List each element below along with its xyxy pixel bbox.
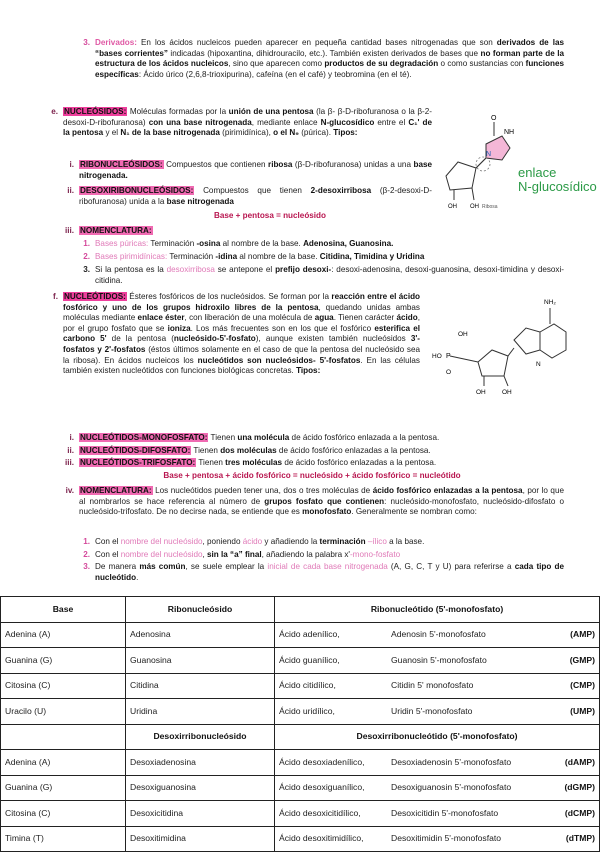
nucleotide-table [0, 596, 600, 852]
acid-name: Ácido desoxiguanílico, [279, 782, 365, 793]
table-row [1, 699, 600, 725]
table-header-cell [1, 724, 126, 750]
acid-name: Ácido desoxicitidílico, [279, 807, 361, 818]
monofosfato-name: Guanosin 5'-monofosfato [391, 654, 487, 665]
nucleotide-cell [275, 750, 600, 776]
nomenclatura-nucleotidos-items [76, 537, 564, 583]
nomenclatura-item-2: 2. Bases pirimidínicas: Terminación -idina al nombre de la base. Citidina, Timidina y Uridina [83, 252, 425, 261]
nucleotidos-heading: NUCLEÓTIDOS: [64, 292, 126, 301]
nucleotido-types-list [60, 433, 564, 469]
acid-name: Ácido uridílico, [279, 705, 335, 716]
table-header-cell: Desoxirribonucleótido (5'-monofosfato) [275, 724, 600, 750]
abbreviation: (AMP) [570, 629, 595, 640]
table-header-cell: Ribonucleósido [126, 597, 275, 623]
base-cell: Uracilo (U) [1, 699, 126, 725]
nucleotide-cell [275, 673, 600, 699]
nucleotide-cell [275, 622, 600, 648]
ribose-ring [446, 162, 476, 190]
abbreviation: (dGMP) [564, 782, 595, 793]
nomenclatura-item-3: 3. Si la pentosa es la desoxirribosa se antepone el prefijo desoxi-: desoxi-adenosina, desoxi-guanosina, desoxi-timidina y desoxi-citidina. [83, 265, 565, 285]
nucleosido-formula: Base + pentosa = nucleósido [214, 211, 326, 220]
table-row [1, 673, 600, 699]
base-cell: Adenina (A) [1, 622, 126, 648]
acid-name: Ácido citidílico, [279, 680, 336, 691]
derivados-label: Derivados: [95, 38, 137, 47]
table-header-row [1, 597, 600, 623]
monofosfato-name: Desoxiadenosin 5'-monofosfato [391, 756, 512, 767]
monofosfato-name: Desoxicitidin 5'-monofosfato [391, 807, 499, 818]
table-row [1, 750, 600, 776]
table-header-cell: Desoxirribonucleósido [126, 724, 275, 750]
base-cell: Guanina (G) [1, 648, 126, 674]
svg-text:OH: OH [502, 389, 512, 396]
list-item: 1. Con el nombre del nucleósido, poniendo ácido y añadiendo la terminación –ílico a la base. [83, 537, 425, 546]
svg-text:OH: OH [470, 204, 479, 210]
nucleotide-cell [275, 775, 600, 801]
glycosidic-bond-circle [476, 157, 490, 171]
svg-text:Ribosa: Ribosa [482, 204, 498, 210]
abbreviation: (dTMP) [565, 833, 595, 844]
nucleoside-cell: Desoxicitidina [126, 801, 275, 827]
svg-text:O: O [446, 369, 452, 376]
nomenclatura-item-1: 1. Bases púricas: Terminación -osina al nombre de la base. Adenosina, Guanosina. [83, 239, 394, 248]
deoxyribose-ring [478, 350, 508, 376]
acid-name: Ácido adenílico, [279, 629, 340, 640]
abbreviation: (dCMP) [564, 807, 595, 818]
desoxirribonucleosidos-item: ii. DESOXIRIBONUCLEÓSIDOS: Compuestos que tienen 2-desoxirribosa (β-2-desoxi-D-ribofuranosa) unida a la base nitrogenada [67, 186, 432, 206]
nucleoside-cell: Desoxiadenosina [126, 750, 275, 776]
nucleotidos-paragraph-a: f. NUCLEÓTIDOS: Ésteres fosfóricos de los nucleósidos. Se forman por la reacción entre el ácido fosfórico y uno de los grupos hidroxilo libres de la pentosa, quedando unidas ambas moléculas mediante enlace éster, con liberación de una molécula de agua. Tienen carácter ácido, por el grupo fosfato que se ioniza. Los más frecuentes son en los que el fosfórico esterifica el carbono 5' de la pentosa (nucleósido-5'-fosfato), aunque existen también nucleósidos 3'-fosfatos y 2'-fosfatos (éstos últimos solamente en el caso de que la pentosa del nucleósido sea la ribosa). En ácidos nucleicos los nucleótidos son nucleósidos- 5'-fosfatos. En las células también existen nucleótidos con funciones biológicas concretas. Tipos: [53, 292, 421, 376]
table-row [1, 622, 600, 648]
table-header-cell: Base [1, 597, 126, 623]
purine-ring [514, 328, 540, 354]
nucleotido-formula: Base + pentosa + ácido fosfórico = nucleósido + ácido fosfórico = nucleótido [163, 471, 461, 480]
derivados-paragraph: 3. Derivados: En los ácidos nucleicos pueden aparecer en pequeña cantidad bases nitrogenadas que son derivados de las “bases corrientes” indicadas (hipoxantina, dihidrouracilo, etc.). También existen derivados de bases que no forman parte de la estructura de los ácidos nucleicos, sino que aparecen como productos de su degradación o como sustancias con funciones específicas: Ácido úrico (2,6,8-trioxipurina), cafeína (en el café) y teobromina (en el té). [76, 38, 564, 80]
abbreviation: (CMP) [570, 680, 595, 691]
base-cell: Guanina (G) [1, 775, 126, 801]
nomenclatura-label: NOMENCLATURA: [80, 226, 152, 235]
svg-text:OH: OH [476, 389, 486, 396]
nucleotide-cell [275, 801, 600, 827]
svg-text:NH: NH [504, 129, 515, 136]
nucleoside-cell: Adenosina [126, 622, 275, 648]
list-item: 2. Con el nombre del nucleósido, sin la “a” final, añadiendo la palabra x'-mono-fosfato [83, 549, 401, 559]
svg-text:NH₂: NH₂ [544, 299, 556, 306]
monofosfato-name: Desoxitimidin 5'-monofosfato [391, 833, 502, 844]
nucleoside-cell: Desoxitimidina [126, 826, 275, 852]
svg-text:OH: OH [458, 331, 468, 338]
list-marker: e. [51, 107, 58, 116]
nucleotide-structure-figure [428, 288, 568, 398]
nomenclatura-nucleotidos: iv. NOMENCLATURA: Los nucleótidos pueden tener una, dos o tres moléculas de ácido fosfórico enlazadas a la pentosa, por lo que al nombrarlos se hace referencia al número de grupos fosfato que contienen: nucleósido-monofosfato, nucleósido-difosfato o nucleósido-trifosfato. De no decirse nada, se entiende que es monofosfato. Generalmente se nombran como: [65, 486, 565, 517]
acid-name: Ácido desoxitimidílico, [279, 833, 364, 844]
table-row [1, 775, 600, 801]
nucleotide-cell [275, 699, 600, 725]
list-marker: 3. [83, 38, 90, 47]
table-header-cell: Ribonucleótido (5'-monofosfato) [275, 597, 600, 623]
enlace-caption: enlace N-glucosídico [518, 165, 597, 194]
nucleoside-structure-figure [434, 104, 562, 212]
ribonucleosidos-label: RIBONUCLEÓSIDOS: [80, 160, 163, 169]
svg-text:N: N [486, 151, 492, 158]
monofosfato-name: Desoxiguanosin 5'-monofosfato [391, 782, 512, 793]
monofosfato-name: Citidin 5' monofosfato [391, 680, 474, 691]
base-cell: Citosina (C) [1, 801, 126, 827]
abbreviation: (dAMP) [564, 756, 595, 767]
desoxirribonucleosidos-label: DESOXIRIBONUCLEÓSIDOS: [80, 186, 194, 195]
monofosfato-name: Uridin 5'-monofosfato [391, 705, 473, 716]
acid-name: Ácido desoxiadenílico, [279, 756, 365, 767]
nucleotide-cell [275, 648, 600, 674]
nucleoside-cell: Uridina [126, 699, 275, 725]
base-cell: Citosina (C) [1, 673, 126, 699]
svg-text:O: O [491, 115, 497, 122]
table-header-row [1, 724, 600, 750]
list-item: iii. NUCLEÓTIDOS-TRIFOSFATO: Tienen tres moléculas de ácido fosfórico enlazadas a la pentosa. [64, 458, 437, 468]
svg-text:P: P [446, 353, 451, 360]
base-cell: Adenina (A) [1, 750, 126, 776]
ribonucleosidos-item: i. RIBONUCLEÓSIDOS: Compuestos que contienen ribosa (β-D-ribofuranosa) unidas a una base nitrogenada. [69, 160, 433, 180]
table-row [1, 648, 600, 674]
nucleosidos-heading: NUCLEÓSIDOS: [64, 107, 127, 116]
nucleosidos-paragraph: e. NUCLEÓSIDOS: Moléculas formadas por la unión de una pentosa (la β- β-D-ribofuranosa o la β-2-desoxi-D-ribofuranosa) con una base nitrogenada, mediante enlace N-glucosídico entre el C₁' de la pentosa y el N₁ de la base nitrogenada (pirimidínica), o el N₉ (púrica). Tipos: [44, 107, 432, 139]
nucleoside-cell: Citidina [126, 673, 275, 699]
base-cell: Timina (T) [1, 826, 126, 852]
svg-text:N: N [536, 361, 541, 368]
nomenclatura-nucleosidos: iii. NOMENCLATURA: [64, 226, 152, 235]
abbreviation: (UMP) [570, 705, 595, 716]
list-item: 3. De manera más común, se suele emplear la inicial de cada base nitrogenada (A, G, C, T y U) para referirse a cada tipo de nucleótido. [83, 562, 565, 582]
nucleoside-cell: Guanosina [126, 648, 275, 674]
list-item: ii. NUCLEÓTIDOS-DIFOSFATO: Tienen dos moléculas de ácido fosfórico enlazadas a la pentosa. [67, 445, 431, 455]
svg-text:HO: HO [432, 353, 442, 360]
abbreviation: (GMP) [569, 654, 595, 665]
monofosfato-name: Adenosin 5'-monofosfato [391, 629, 486, 640]
svg-text:OH: OH [448, 204, 457, 210]
list-item: i. NUCLEÓTIDOS-MONOFOSFATO: Tienen una molécula de ácido fosfórico enlazada a la pentosa. [69, 433, 440, 442]
nucleoside-cell: Desoxiguanosina [126, 775, 275, 801]
acid-name: Ácido guanílico, [279, 654, 340, 665]
table-row [1, 801, 600, 827]
